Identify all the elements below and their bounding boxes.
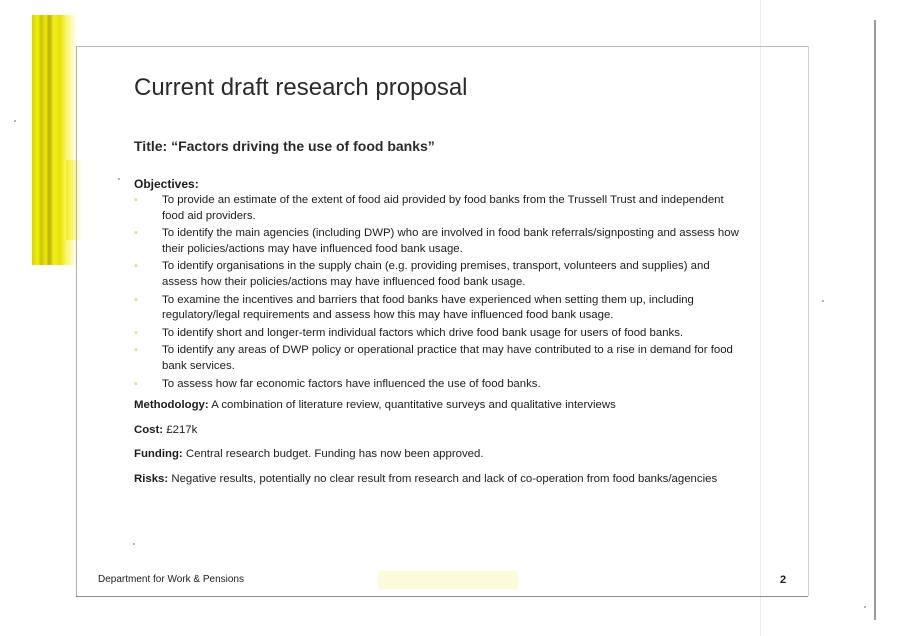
risks-text: Negative results, potentially no clear result from research and lack of co-operation from food banks/agencies xyxy=(168,473,718,485)
scan-speck xyxy=(133,543,135,545)
scan-speck xyxy=(14,120,16,122)
cost-label: Cost: xyxy=(134,424,164,436)
list-item xyxy=(134,326,744,342)
objective-text: To identify organisations in the supply chain (e.g. providing premises, transport, volunteers and supplies) and assess how their policies/actions may have influenced food bank usage. xyxy=(162,260,710,288)
cost-value: £217k xyxy=(163,424,198,436)
slide-border-left xyxy=(76,46,77,596)
methodology-section xyxy=(134,398,734,414)
objectives-heading: Objectives: xyxy=(134,177,199,191)
risks-label: Risks: xyxy=(134,473,169,485)
objective-text: To provide an estimate of the extent of food aid provided by food banks from the Trussell Trust and independent food aid providers. xyxy=(162,194,724,222)
list-item xyxy=(134,226,744,257)
objective-text: To identify any areas of DWP policy or operational practice that may have contributed to a rise in demand for food bank services. xyxy=(162,344,733,372)
objective-text: To identify short and longer-term individual factors which drive food bank usage for users of food banks. xyxy=(162,326,684,339)
scan-speck xyxy=(118,178,120,180)
methodology-label: Methodology: xyxy=(134,399,209,411)
objectives-list xyxy=(134,193,744,394)
slide-border-right xyxy=(808,46,809,596)
cost-section xyxy=(134,423,734,439)
slide-border-top xyxy=(76,46,808,47)
list-item xyxy=(134,259,744,290)
funding-text: Central research budget. Funding has now been approved. xyxy=(182,448,484,460)
risks-section xyxy=(134,472,734,488)
objective-text: To assess how far economic factors have influenced the use of food banks. xyxy=(162,377,541,390)
scan-smudge xyxy=(378,571,518,589)
funding-section xyxy=(134,447,734,463)
bullet-icon: ▪ xyxy=(134,194,138,206)
scan-highlight-strip-secondary xyxy=(66,160,82,240)
page-number: 2 xyxy=(780,574,787,586)
list-item xyxy=(134,193,744,224)
page-edge-right xyxy=(874,20,876,620)
bullet-icon: ▪ xyxy=(134,293,138,306)
bullet-icon: ▪ xyxy=(134,227,138,240)
slide-title: Current draft research proposal xyxy=(134,74,468,101)
methodology-text: A combination of literature review, quantitative surveys and qualitative interviews xyxy=(208,399,616,411)
slide-border-bottom xyxy=(76,596,808,597)
bullet-icon: ▪ xyxy=(134,326,138,339)
list-item xyxy=(134,293,744,324)
list-item xyxy=(134,343,744,374)
list-item xyxy=(134,377,744,393)
scan-speck xyxy=(864,606,866,608)
proposal-title: Title: “Factors driving the use of food banks” xyxy=(134,138,435,154)
funding-label: Funding: xyxy=(134,448,183,460)
scan-speck xyxy=(822,300,824,302)
scan-edge-line xyxy=(760,0,761,636)
bullet-icon: ▪ xyxy=(134,260,138,273)
objective-text: To identify the main agencies (including DWP) who are involved in food bank referrals/signposting and assess how their policies/actions may have influenced food bank usage. xyxy=(162,227,739,255)
bullet-icon: ▪ xyxy=(134,377,138,390)
footer-department: Department for Work & Pensions xyxy=(98,574,244,585)
bullet-icon: ▪ xyxy=(134,344,138,357)
objective-text: To examine the incentives and barriers that food banks have experienced when setting them up, including regulatory/legal requirements and assess how this may have influenced food bank usage. xyxy=(162,293,694,322)
